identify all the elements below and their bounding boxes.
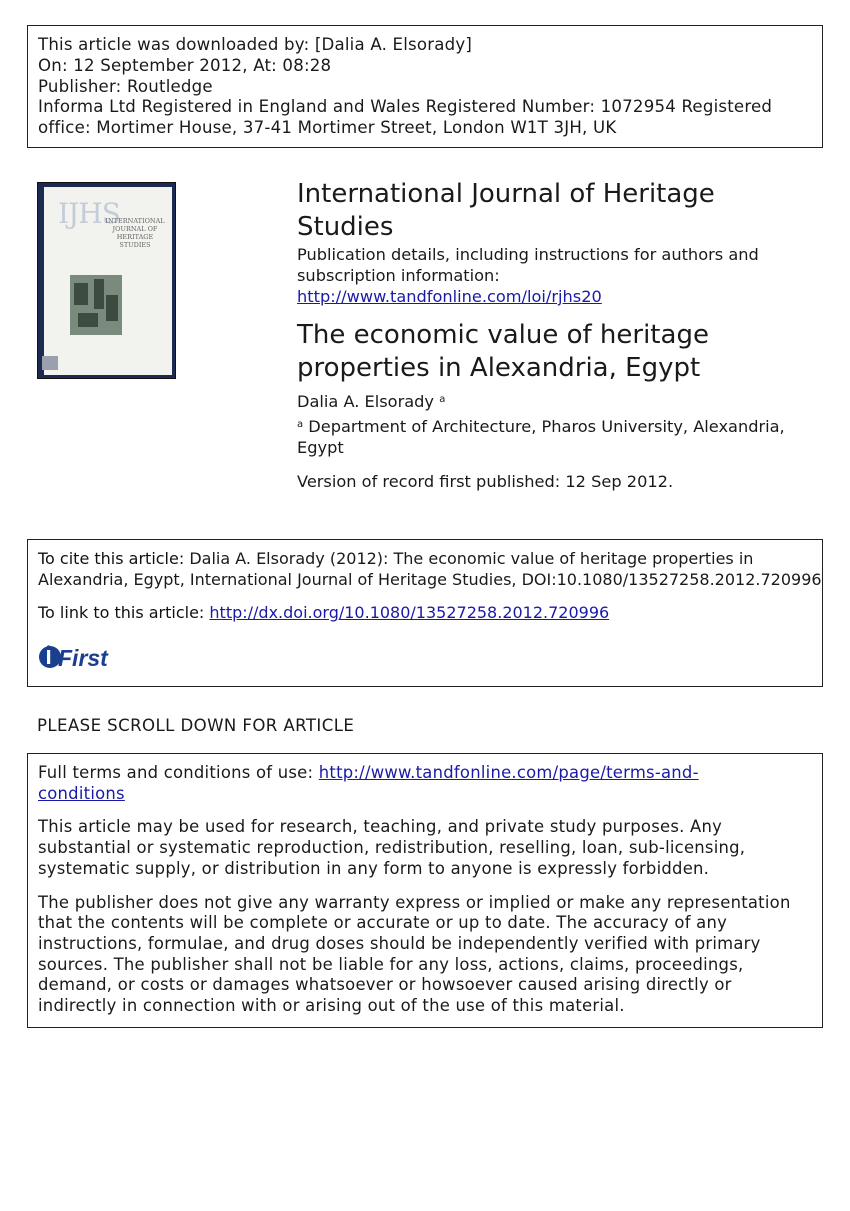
cite-label: To cite this article: — [38, 549, 185, 568]
terms-box — [27, 753, 823, 1028]
download-notice-line: Publisher: Routledge — [38, 76, 213, 96]
cite-line: Alexandria, Egypt, International Journal of Heritage Studies, DOI:10.1080/13527258.2012.720996 — [38, 569, 822, 589]
cite-text: Dalia A. Elsorady (2012): The economic value of heritage properties in — [184, 549, 754, 568]
cover-title — [100, 217, 170, 249]
publisher-logo — [42, 356, 58, 370]
download-notice-box — [27, 25, 823, 148]
terms-line: instructions, formulae, and drug doses should be independently verified with primary — [38, 933, 761, 953]
cover-title-line: INTERNATIONAL — [105, 217, 165, 225]
cover-title-line: JOURNAL OF — [112, 225, 158, 233]
cover-logo: IJHS — [58, 197, 120, 230]
terms-line: sources. The publisher shall not be liable for any loss, actions, claims, proceedings, — [38, 954, 744, 974]
download-notice-line: This article was downloaded by: [Dalia A. Elsorady] — [38, 35, 473, 54]
affiliation-text: Department of Architecture, Pharos University, Alexandria, — [303, 417, 785, 436]
journal-cover-image — [37, 182, 176, 379]
journal-title-line: International Journal of Heritage — [297, 179, 715, 209]
terms-line: demand, or costs or damages whatsoever or howsoever caused arising directly or — [38, 975, 732, 995]
terms-intro-text: Full terms and conditions of use: — [38, 763, 319, 782]
publication-details-line: Publication details, including instructions for authors and — [297, 245, 759, 264]
version-of-record: Version of record first published: 12 Sep 2012. — [297, 472, 674, 491]
author-superscript: a — [439, 394, 446, 405]
terms-line: This article may be used for research, teaching, and private study purposes. Any — [38, 817, 723, 837]
cite-line — [38, 549, 812, 570]
article-title — [297, 319, 709, 385]
link-label: To link to this article: — [38, 603, 210, 623]
journal-title — [297, 178, 715, 244]
terms-line: substantial or systematic reproduction, redistribution, reselling, loan, sub-licensing, — [38, 838, 746, 858]
cover-title-line: HERITAGE — [116, 233, 154, 241]
journal-title-line: Studies — [297, 212, 394, 242]
author-line — [297, 391, 445, 412]
terms-line: that the contents will be complete or accurate or up to date. The accuracy of any — [38, 913, 728, 933]
download-notice-line: office: Mortimer House, 37-41 Mortimer Street, London W1T 3JH, UK — [38, 118, 617, 138]
terms-line: systematic supply, or distribution in any form to anyone is expressly forbidden. — [38, 858, 710, 878]
terms-line: indirectly in connection with or arising out of the use of this material. — [38, 996, 625, 1016]
affiliation-superscript: a — [297, 419, 304, 430]
cover-photo — [70, 275, 122, 335]
publication-details-line: subscription information: — [297, 266, 500, 285]
citation-box — [27, 539, 823, 687]
terms-paragraph-usage — [38, 817, 812, 879]
terms-paragraph-warranty — [38, 893, 812, 1017]
terms-intro — [38, 763, 812, 804]
ifirst-logo — [38, 642, 128, 672]
terms-url-link-continued[interactable]: conditions — [38, 783, 125, 803]
terms-line: The publisher does not give any warranty express or implied or make any representation — [38, 892, 791, 912]
terms-url-link[interactable]: http://www.tandfonline.com/page/terms-and- — [318, 763, 699, 782]
affiliation-line: Egypt — [297, 438, 344, 457]
ifirst-logo-text: First — [58, 645, 108, 671]
cover-page — [44, 187, 172, 375]
scroll-down-notice: PLEASE SCROLL DOWN FOR ARTICLE — [37, 716, 355, 735]
doi-link[interactable]: http://dx.doi.org/10.1080/13527258.2012.720996 — [209, 603, 610, 623]
publication-details — [297, 244, 759, 307]
article-title-line: properties in Alexandria, Egypt — [297, 353, 701, 383]
link-line — [38, 603, 812, 624]
download-notice-line: On: 12 September 2012, At: 08:28 — [38, 55, 332, 75]
download-notice-line: Informa Ltd Registered in England and Wales Registered Number: 1072954 Registered — [38, 97, 773, 117]
journal-url-link[interactable]: http://www.tandfonline.com/loi/rjhs20 — [297, 287, 602, 306]
cover-title-line: STUDIES — [119, 241, 151, 249]
author-name: Dalia A. Elsorady — [297, 392, 435, 411]
article-title-line: The economic value of heritage — [297, 320, 709, 350]
affiliation — [297, 416, 785, 458]
affiliation-line — [297, 416, 785, 437]
